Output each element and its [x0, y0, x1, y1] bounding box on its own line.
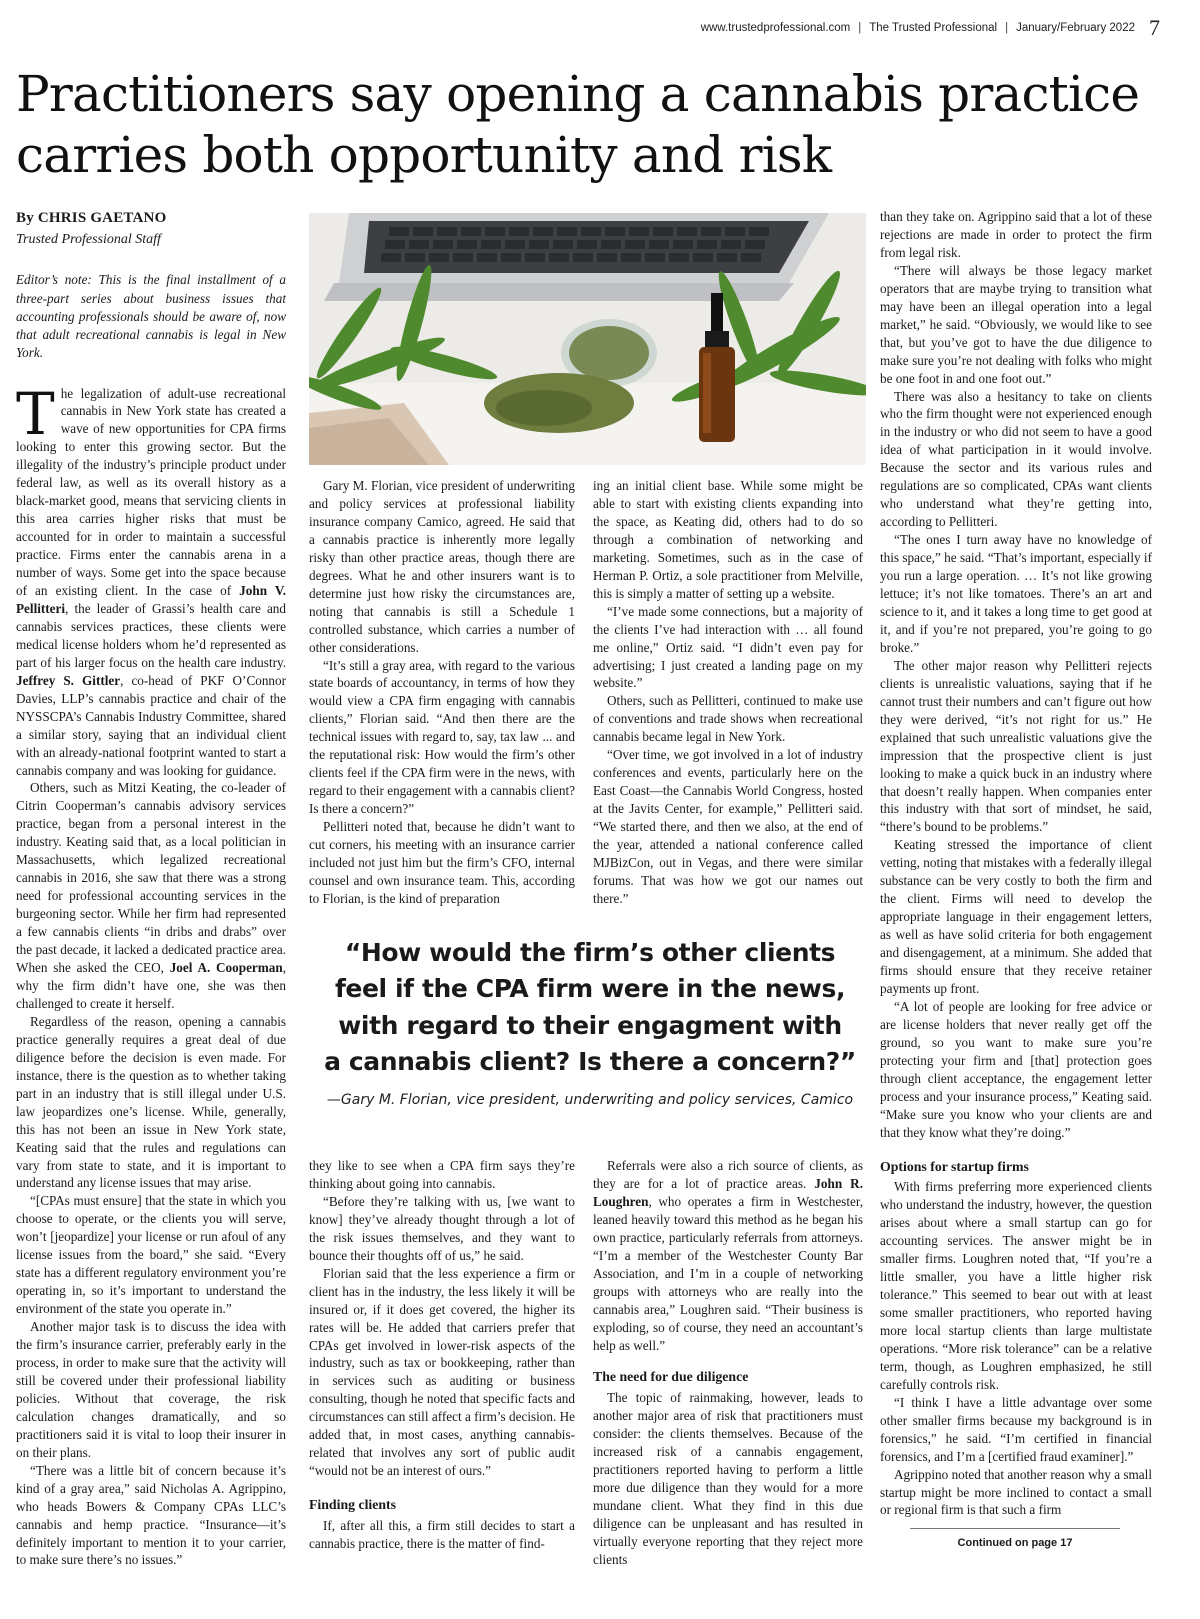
section-subhead: The need for due diligence — [593, 1369, 749, 1385]
paragraph: The topic of rainmaking, however, leads to another major area of risk that practitioners must consider: the clients themselves. Because of the increased risk of a cannabis engagement, practitioners reported having to perform a little more due diligence than they would for a more mundane client. What they find in this due diligence can be unpleasant and has resulted in virtually everyone reporting that they reject more clients — [593, 1390, 863, 1567]
paragraph: “I think I have a little advantage over some other smaller firms because my background is in forensics,” he said. “I’m certified in financial forensics, and I’m a [certified fraud examiner].” — [880, 1394, 1152, 1464]
cannabis-photo — [309, 213, 866, 465]
article-column-3-bottom — [593, 1157, 863, 1612]
header-separator: | — [858, 22, 862, 34]
article-column-3-top — [593, 477, 863, 917]
section-subhead: Finding clients — [309, 1497, 397, 1513]
person-name: Jeffrey S. Gittler — [16, 672, 121, 688]
byline-role: Trusted Professional Staff — [16, 232, 161, 248]
paragraph: “The ones I turn away have no knowledge of this space,” he said. “That’s important, especially if you run a large operation. … It’s not like growing lettuce; it’s not like tomatoes. There’s an art and science to it, and it takes a long time to get good at it, and if you’re not prepared, you’re going to go broke.” — [880, 532, 1152, 655]
paragraph: The legalization of adult-use recreational cannabis in New York state has created a wave of new opportunities for CPA firms looking to enter this growing sector. But the illegality of the industry’s principle product under federal law, as well as its overall history as a black-market good, means that servicing clients in this area carries higher risks that must be accounted for in order to maintain a successful practice. Firms enter the cannabis arena in a number of ways. Some get into the space because of an existing client. In the case of John V. Pellitteri, the leader of Grassi’s health care and cannabis services practices, these clients were medical license holders whom he’d represented as part of his larger focus on the health care industry. Jeffrey S. Gittler, co-head of PKF O’Connor Davies, LLP’s cannabis practice and chair of the NYSSCPA’s Cannabis Industry Committee, shared a similar story, saying that an individual client with an already-national footprint wanted to start a cannabis company and was looking for guidance. — [16, 379, 286, 778]
paragraph: The other major reason why Pellitteri rejects clients is unrealistic valuations, saying that if he cannot trust their numbers and can’t figure out how they were derived, “it’s not right for us.” He explained that such unrealistic valuations give the impression that the prospective client is just looking to make a quick buck in an industry where that doesn’t really happen. When companies enter this industry with that sort of mindset, he said, “there’s bound to be problems.” — [880, 657, 1152, 835]
paragraph: Referrals were also a rich source of clients, as they are for a lot of practice areas. John R. Loughren, who operates a firm in Westchester, leaned heavily toward this method as he began his own practice, particularly referrals from attorneys. “I’m a member of the Westchester County Bar Association, and I’m in a couple of networking groups with attorneys who are really into the cannabis area,” Loughren said. “Their business is exploding, so of course, they need an accountant’s help as well.” — [593, 1158, 863, 1353]
pull-quote-attribution: —Gary M. Florian, vice president, underwriting and policy services, Camico — [326, 1092, 854, 1108]
paragraph: “There will always be those legacy market operators that are maybe trying to transition what may have been an illegal operation into a legal market,” he said. “Obviously, we would like to see that, but you’ve got to have the due diligence to make sure you’re not dealing with folks who might be one foot in and one foot out.” — [880, 262, 1152, 386]
pull-quote-text: “How would the firm’s other clients feel if the CPA firm were in the news, with regard to their engagment with a cannabis client? Is there a concern?” — [324, 938, 856, 1076]
editors-note: Editor’s note: This is the final installment of a three-part series about business issues that accounting professionals should be aware of, now that adult recreational cannabis is legal in New York. — [16, 272, 286, 361]
continued-on-link[interactable]: Continued on page 17 — [910, 1528, 1120, 1549]
section-subhead: Options for startup firms — [880, 1158, 1029, 1174]
paragraph: “Before they’re talking with us, [we want to know] they’ve already thought through a lot of the risk issues themselves, and they want to bounce their thoughts off of us,” he said. — [309, 1193, 575, 1263]
paragraph: ing an initial client base. While some might be able to start with existing clients expanding into the space, as Keating did, others had to do so through a combination of networking and marketing. Sometimes, such as in the case of Herman P. Ortiz, a sole practitioner from Melville, this is simply a matter of setting up a website. — [593, 478, 863, 601]
paragraph: “[CPAs must ensure] that the state in which you choose to operate, or the clients you will serve, won’t [jeopardize] your license or run afoul of any license issues from the board,” she said. “Every state has a different regulatory environment you’re operating in, so it’s important to understand the environment of the state you operate in.” — [16, 1193, 286, 1317]
article-column-2-top — [309, 477, 575, 917]
cannabis-illustration — [309, 213, 866, 465]
paragraph: Another major task is to discuss the idea with the firm’s insurance carrier, preferably early in the process, in order to make sure that the activity will still be covered under their professional liability policies. Without that coverage, the risk calculation changes dramatically, and so practitioners said it is vital to loop their insurer in on their plans. — [16, 1319, 286, 1460]
paragraph: “Over time, we got involved in a lot of industry conferences and events, particularly here on the East Coast—the Cannabis World Congress, hosted at the Javits Center, for example,” Pellitteri said. “We started there, and then we also, at the end of the year, attended a national conference called MJBizCon, out in Vegas, and there were similar forums. That was how we got our names out there.” — [593, 747, 863, 906]
pull-quote — [300, 935, 880, 1108]
website-url[interactable]: www.trustedprofessional.com — [700, 22, 851, 34]
paragraph: Agrippino noted that another reason why a small startup might be more inclined to contact a small or regional firm is that such a firm — [880, 1466, 1152, 1518]
paragraph: “I’ve made some connections, but a majority of the clients I’ve had interaction with … all found me online,” Ortiz said. “I didn’t even pay for advertising; I just created a landing page on my website.” — [593, 603, 863, 691]
page-header — [701, 14, 1160, 42]
paragraph: There was also a hesitancy to take on clients who the firm thought were not experienced enough in the industry or who did not seem to have a good idea of what participation in it would involve. Because the sector and its various rules and regulations are so complicated, CPAs want clients who understand what they’re getting into, according to Pellitteri. — [880, 388, 1152, 530]
paragraph: Florian said that the less experience a firm or client has in the industry, the less likely it will be insured or, if it does get covered, the higher its rates will be. He added that carriers prefer that CPAs get involved in lower-risk aspects of the industry, such as tax or bookkeeping, rather than in services such as auditing or business consulting, though he noted that specific facts and circumstances can still affect a firm’s decision. He added that, in most cases, anything cannabis-related that involves any sort of public audit “would not be an interest of ours.” — [309, 1265, 575, 1479]
paragraph: “It’s still a gray area, with regard to the various state boards of accountancy, in terms of how they would view a CPA firm engaging with cannabis clients,” Florian said. “And then there are the technical issues with regard to, say, tax law ... and the reputational risk: How would the firm’s other clients feel if the CPA firm were in the news, with regard to their engagement with a cannabis client? Is there a concern?” — [309, 657, 575, 817]
article-column-4 — [880, 208, 1152, 1523]
paragraph: Others, such as Pellitteri, continued to make use of conventions and trade shows when recreational cannabis became legal in New York. — [593, 693, 863, 745]
paragraph: “A lot of people are looking for free advice or are license holders that never really get off the ground, so you want to make sure you’re protecting your firm and [that] protection goes through client acceptance, the engagement letter process and your insurance process,” Keating said. “Make sure you know who your clients are and that they know what they’re doing.” — [880, 998, 1152, 1140]
drop-cap: T — [16, 379, 55, 448]
paragraph: Keating stressed the importance of client vetting, noting that mistakes with a federally illegal substance can be very costly to both the firm and the client. Firms will need to develop the appropriate language in their engagement letters, as well as have solid criteria for both engagement and disengagement, at a minimum. She added that firms should ensure that they receive retainer payments up front. — [880, 837, 1152, 996]
person-name: Joel A. Cooperman — [169, 960, 283, 976]
paragraph: With firms preferring more experienced clients who understand the industry, however, the question arises about where a small startup can go for accounting services. The answer might be in smaller firms. Loughren noted that, “If you’re a little smaller, you have a little higher risk tolerance.” This seemed to bear out with at least some smaller practitioners, who reported having more local startup clients than large multistate operations. “More risk tolerance” can be a relative term, though, as Loughren emphasized, he still carefully controls risk. — [880, 1179, 1152, 1392]
paragraph: Pellitteri noted that, because he didn’t want to cut corners, his meeting with an insurance carrier included not just him but the firm’s CFO, internal counsel and own insurance team. This, according to Florian, is the kind of preparation — [309, 819, 575, 906]
person-name: John R. Loughren — [593, 1175, 863, 1209]
person-name: John V. Pellitteri — [16, 583, 286, 616]
article-headline: Practitioners say opening a cannabis practice carries both opportunity and risk — [16, 65, 1140, 184]
paragraph: “There was a little bit of concern because it’s kind of a gray area,” said Nicholas A. Agrippino, who heads Bowers & Company CPAs LLC’s cannabis and hemp practice. “Insurance—it’s definitely important to mention it to your carrier, to make sure there’s no issues.” — [16, 1462, 286, 1568]
page-number: 7 — [1149, 15, 1160, 40]
paragraph: Regardless of the reason, opening a cannabis practice generally requires a great deal of due diligence before the decision is even made. For instance, there is the question as to whether taking part in an industry that is still illegal under U.S. law jeopardizes one’s license. While, generally, this has not been an issue in New York state, Keating said that the rules and regulations can vary from state to state, and it is important to understand any license issues that may arise. — [16, 1013, 286, 1191]
article-column-1 — [16, 208, 286, 1608]
paragraph: than they take on. Agrippino said that a lot of these rejections are made in order to protect the firm from legal risk. — [880, 209, 1152, 260]
byline: By CHRIS GAETANO — [16, 210, 167, 226]
paragraph: If, after all this, a firm still decides to start a cannabis practice, there is the matter of find- — [309, 1517, 575, 1551]
paragraph: Gary M. Florian, vice president of underwriting and policy services at professional liability insurance company Camico, agreed. He said that a cannabis practice is inherently more legally risky than other practice areas, though there are degrees. What he and other insurers want is to determine just how risky the circumstances are, noting that cannabis is still a Schedule 1 controlled substance, which carries a number of other considerations. — [309, 478, 575, 655]
publication-name: The Trusted Professional — [869, 22, 998, 34]
article-column-2-bottom — [309, 1157, 575, 1612]
issue-date: January/February 2022 — [1016, 22, 1135, 34]
header-separator: | — [1005, 22, 1009, 34]
paragraph: Others, such as Mitzi Keating, the co-leader of Citrin Cooperman’s cannabis advisory services practice, began from a personal interest in the industry. Keating said that, as a local politician in Massachusetts, which legalized recreational cannabis in 2016, she saw that there was a strong need for professional accounting services in the burgeoning sector. While her firm had represented a few cannabis clients “in dribs and drabs” over the past decade, it lacked a dedicated practice area. When she asked the CEO, Joel A. Cooperman, why the firm didn’t have one, she was then challenged to create it herself. — [16, 780, 286, 1011]
paragraph: they like to see when a CPA firm says they’re thinking about going into cannabis. — [309, 1158, 575, 1191]
